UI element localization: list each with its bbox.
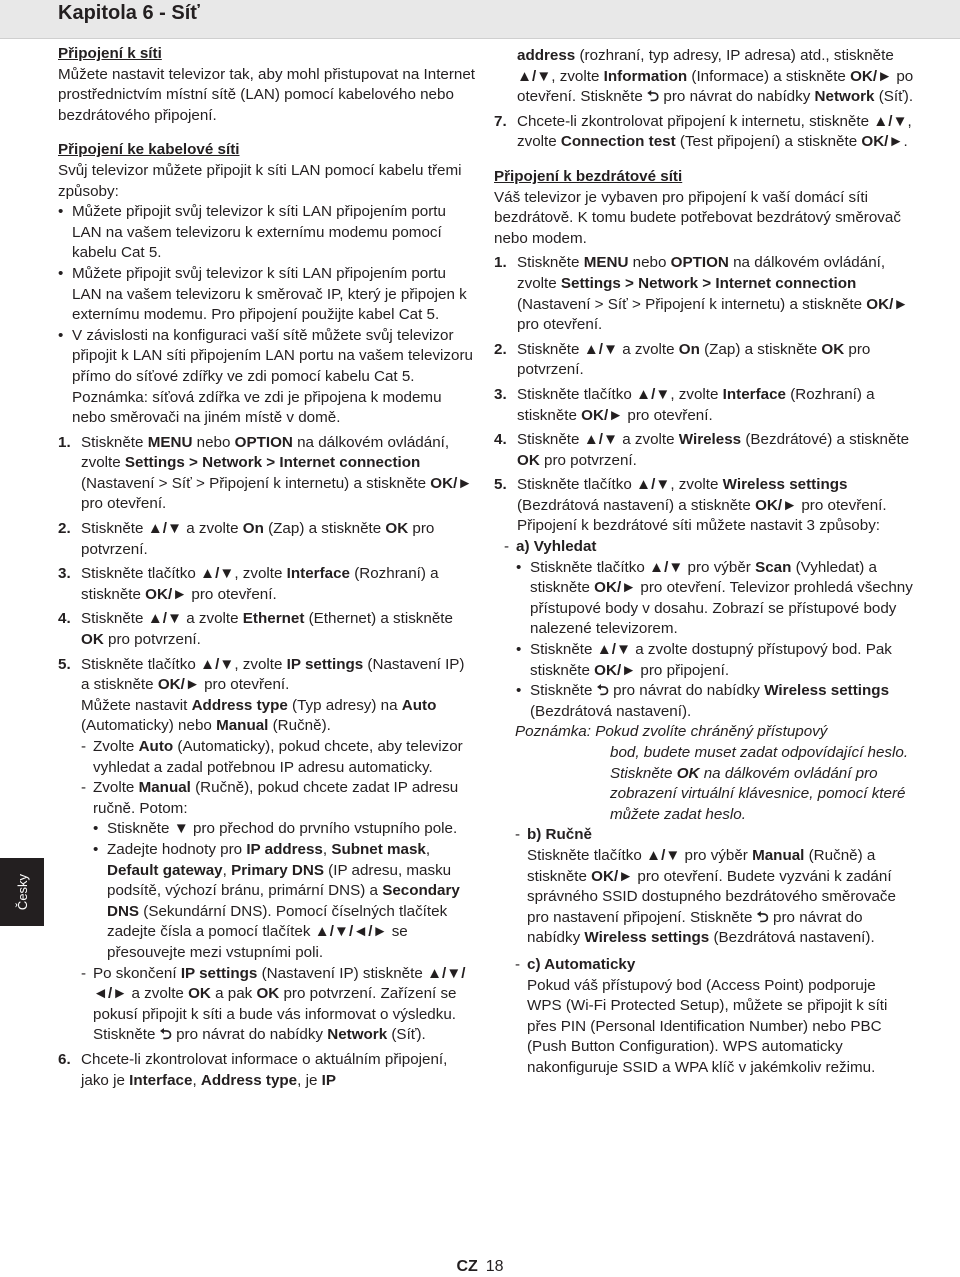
wired-intro: Svůj televizor můžete připojit k síti LAN pomocí kabelu třemi způsoby: bbox=[58, 161, 462, 200]
manual-option: - Zvolte Manual (Ručně), pokud chcete zadat IP adresu ručně. Potom: • Stiskněte ▼ pro přechod do prvního vstupního pole. • Zadejte hodnoty pro IP address, Subnet mask, Default gateway, Primary DNS (IP adresu, masku podsítě, výchozí bránu, primární DNS) a Secondary DNS (Sekundární DNS). Pomocí číselných tlačítek zadejte čísla a pomocí tlačítek ▲/▼/◄/► se přesouvejte mezi vstupními poli. bbox=[81, 778, 476, 963]
left-column bbox=[58, 44, 476, 1091]
auto-option: - Zvolte Auto (Automaticky), pokud chcete, aby televizor vyhledat a zadal potřebnou IP adresu automaticky. bbox=[81, 738, 463, 776]
wireless-intro: Váš televizor je vybaven pro připojení k vaší domácí síti bezdrátově. K tomu budete potřebovat bezdrátový směrovač nebo modem. bbox=[494, 188, 901, 247]
chapter-title: Kapitola 6 - Síť bbox=[58, 2, 200, 24]
language-tab-label: Česky bbox=[14, 873, 30, 911]
step-7: 7. Chcete-li zkontrolovat připojení k internetu, stiskněte ▲/▼, zvolte Connection test (Test připojení) a stiskněte OK/►. bbox=[494, 112, 912, 151]
back-icon: ⮌ bbox=[756, 908, 769, 926]
option-scan: - a) Vyhledat • Stiskněte tlačítko ▲/▼ pro výběr Scan (Vyhledat) a stiskněte OK/► pro otevření. Televizor prohledá všechny přístupové body v dosahu. Zobrazí se přístupové body nalezené televizorem. • Stiskněte ▲/▼ a zvolte dostupný přístupový bod. Pak stiskněte OK/► pro připojení. • Stiskněte ⮌ pro návrat do nabídky Wireless settings (Bezdrátová nastavení). bbox=[504, 537, 914, 722]
address-type-text: Můžete nastavit Address type (Typ adresy) na Auto (Automaticky) nebo Manual (Ručně). bbox=[81, 696, 437, 735]
sub-bullet-item: • Zadejte hodnoty pro IP address, Subnet mask, Default gateway, Primary DNS (IP adresu, masku podsítě, výchozí bránu, primární DNS) a Secondary DNS (Sekundární DNS). Pomocí číselných tlačítek zadejte čísla a pomocí tlačítek ▲/▼/◄/► se přesouvejte mezi vstupními poli. bbox=[93, 840, 476, 964]
step-1: 1. Stiskněte MENU nebo OPTION na dálkovém ovládání, zvolte Settings > Network > Internet connection (Nastavení > Síť > Připojení k internetu) a stiskněte OK/► pro otevření. bbox=[58, 433, 473, 513]
section-heading-network: Připojení k síti bbox=[58, 45, 162, 62]
language-code: CZ bbox=[456, 1258, 478, 1275]
sub-bullet-item: • Stiskněte ▼ pro přechod do prvního vstupního pole. bbox=[93, 819, 476, 840]
sub-bullet-item: • Stiskněte ⮌ pro návrat do nabídky Wireless settings (Bezdrátová nastavení). bbox=[516, 681, 914, 722]
step-4: 4. Stiskněte ▲/▼ a zvolte Wireless (Bezdrátové) a stiskněte OK pro potvrzení. bbox=[494, 431, 910, 469]
step-1: 1. Stiskněte MENU nebo OPTION na dálkovém ovládání, zvolte Settings > Network > Internet connection (Nastavení > Síť > Připojení k internetu) a stiskněte OK/► pro otevření. bbox=[494, 254, 909, 334]
section-heading-wireless: Připojení k bezdrátové síti bbox=[494, 167, 683, 185]
section-heading-wired: Připojení ke kabelové síti bbox=[58, 141, 240, 159]
chapter-header bbox=[0, 0, 960, 39]
page-number: 18 bbox=[485, 1258, 504, 1275]
bullet-item: • Můžete připojit svůj televizor k síti LAN připojením portu LAN na vašem televizoru k směrovač IP, který je připojen k externímu modemu. Pro připojení použijte kabel Cat 5. bbox=[58, 264, 476, 326]
back-icon: ⮌ bbox=[596, 682, 609, 700]
step-5: 5. Stiskněte tlačítko ▲/▼, zvolte Wireless settings (Bezdrátová nastavení) a stiskněte OK/► pro otevření. Připojení k bezdrátové síti můžete nastavit 3 způsoby: bbox=[494, 476, 887, 535]
step-2: 2. Stiskněte ▲/▼ a zvolte On (Zap) a stiskněte OK pro potvrzení. bbox=[494, 340, 871, 379]
step-5: 5. Stiskněte tlačítko ▲/▼, zvolte IP settings (Nastavení IP) a stiskněte OK/► pro otevření. Můžete nastavit Address type (Typ adresy) na Auto (Automaticky) nebo Manual (Ručně). - Zvolte Auto (Automaticky), pokud chcete, aby televizor vyhledat a zadal potřebnou IP adresu automaticky. - Zvolte Manual (Ručně), pokud chcete zadat IP adresu ručně. Potom: • Stiskněte ▼ pro přechod do prvního vstupního pole. • Zadejte hodnoty pro IP address, Subnet mask, Default gateway, Primary DNS (IP adresu, masku podsítě, výchozí bránu, primární DNS) a Secondary DNS (Sekundární DNS). Pomocí číselných tlačítek zadejte čísla a pomocí tlačítek ▲/▼/◄/► se přesouvejte mezi vstupními poli. - Po skončení IP settings (Nastavení IP) stiskněte ▲/▼/◄/► a zvolte OK a pak OK pro potvrzení. Zařízení se pokusí připojit k síti a bude vás informovat o výsledku. Stiskněte ⮌ pro návrat do nabídky Network (Síť). bbox=[58, 655, 476, 1046]
bullet-item: • V závislosti na konfiguraci vaší sítě můžete svůj televizor připojit k LAN síti připojením LAN portu na vašem televizoru přímo do síťové zdířky ve zdi pomocí kabelu Cat 5. Poznámka: síťová zdířka ve zdi je připojena k modemu nebo směrovači na jiném místě v domě. bbox=[58, 326, 476, 429]
step-4: 4. Stiskněte ▲/▼ a zvolte Ethernet (Ethernet) a stiskněte OK pro potvrzení. bbox=[58, 610, 453, 649]
page-footer bbox=[0, 1258, 960, 1276]
back-icon: ⮌ bbox=[647, 88, 660, 106]
step-6-continued: address (rozhraní, typ adresy, IP adresa) atd., stiskněte ▲/▼, zvolte Information (Informace) a stiskněte OK/► po otevření. Stiskněte ⮌ pro návrat do nabídky Network (Síť). bbox=[517, 47, 914, 106]
option-auto: - c) Automaticky Pokud váš přístupový bod (Access Point) podporuje WPS (Wi-Fi Protected Setup), můžete se připojit k síti přes PIN (Personal Identification Number) nebo PBC (Push Button Configuration). WPS automaticky nakonfiguruje SSID a WPA klíč v jakémkoliv režimu. bbox=[515, 955, 888, 1076]
step-6: 6. Chcete-li zkontrolovat informace o aktuálním připojení, jako je Interface, Address type, je IP bbox=[58, 1050, 448, 1089]
step-3: 3. Stiskněte tlačítko ▲/▼, zvolte Interface (Rozhraní) a stiskněte OK/► pro otevření. bbox=[58, 565, 439, 603]
sub-bullet-item: • Stiskněte tlačítko ▲/▼ pro výběr Scan (Vyhledat) a stiskněte OK/► pro otevření. Televizor prohledá všechny přístupové body v dosahu. Zobrazí se přístupové body nalezené televizorem. bbox=[516, 558, 914, 640]
note: Poznámka: Pokud zvolíte chráněný přístupový bod, budete muset zadat odpovídající heslo. Stiskněte OK na dálkovém ovládání pro zobrazení virtuální klávesnice, pomocí které můžete zadat heslo. bbox=[515, 723, 909, 823]
intro-paragraph: Můžete nastavit televizor tak, aby mohl přistupovat na Internet prostřednictvím místní sítě (LAN) pomocí kabelového nebo bezdrátového připojení. bbox=[58, 65, 476, 124]
back-icon: ⮌ bbox=[159, 1026, 172, 1044]
bullet-item: • Můžete připojit svůj televizor k síti LAN připojením portu LAN na vašem televizoru k externímu modemu pomocí kabelu Cat 5. bbox=[58, 202, 476, 264]
sub-bullet-item: • Stiskněte ▲/▼ a zvolte dostupný přístupový bod. Pak stiskněte OK/► pro připojení. bbox=[516, 640, 914, 681]
step-2: 2. Stiskněte ▲/▼ a zvolte On (Zap) a stiskněte OK pro potvrzení. bbox=[58, 520, 435, 558]
finish-option: - Po skončení IP settings (Nastavení IP) stiskněte ▲/▼/◄/► a zvolte OK a pak OK pro potvrzení. Zařízení se pokusí připojit k síti a bude vás informovat o výsledku. Stiskněte ⮌ pro návrat do nabídky Network (Síť). bbox=[81, 964, 466, 1044]
option-manual: - b) Ručně Stiskněte tlačítko ▲/▼ pro výběr Manual (Ručně) a stiskněte OK/► pro otevření. Budete vyzváni k zadání správného SSID dostupného bezdrátového směrovače pro nastavení připojení. Stiskněte ⮌ pro návrat do nabídky Wireless settings (Bezdrátová nastavení). bbox=[515, 826, 896, 947]
step-3: 3. Stiskněte tlačítko ▲/▼, zvolte Interface (Rozhraní) a stiskněte OK/► pro otevření. bbox=[494, 385, 875, 424]
language-tab bbox=[0, 858, 44, 926]
right-column bbox=[494, 46, 914, 1079]
